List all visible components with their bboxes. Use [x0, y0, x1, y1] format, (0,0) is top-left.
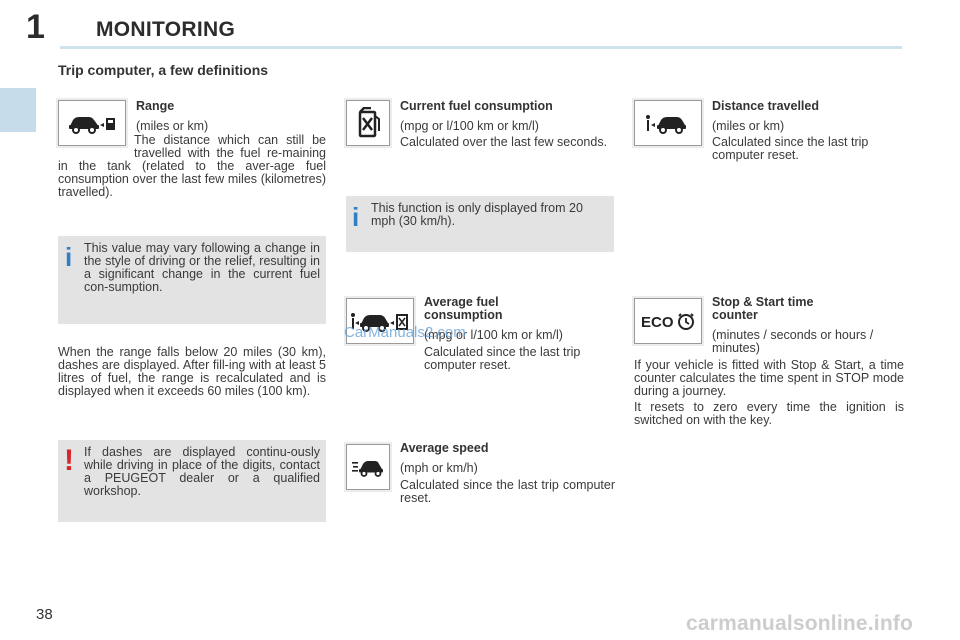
range-unit: (miles or km): [136, 119, 209, 133]
distance-unit: (miles or km): [712, 119, 785, 133]
current-fuel-description: Calculated over the last few seconds.: [400, 135, 608, 149]
footer-watermark: carmanualsonline.info: [686, 612, 914, 635]
eco-timer-icon: [634, 298, 702, 344]
info-icon: i: [352, 202, 360, 232]
header-rule: [60, 46, 902, 49]
average-speed-description: Calculated since the last trip computer reset.: [400, 478, 615, 505]
average-fuel-title: Average fuel consumption: [424, 295, 503, 322]
average-fuel-description: Calculated since the last trip computer reset.: [424, 345, 581, 372]
stop-start-description-1: If your vehicle is fitted with Stop & Start, a time counter calculates the time spent in STOP mode during a journey.: [634, 358, 904, 398]
range-dashes-paragraph: When the range falls below 20 miles (30 km), dashes are displayed. After fill-ing with at least 5 litres of fuel, the range is recalculated and is displayed when it exceeds 60 miles (100 km).: [58, 345, 326, 398]
range-info-text: This value may vary following a change in the style of driving or the relief, resulting in a significant change in the current fuel con-sumption.: [84, 241, 320, 294]
average-speed-title: Average speed: [400, 441, 489, 455]
distance-title: Distance travelled: [712, 99, 819, 113]
warning-icon: !: [64, 444, 74, 477]
range-description: The distance which can still be travelled with the fuel re-maining in the tank (related to the aver-age fuel consumption over the last few miles (kilometres) travelled).: [58, 133, 326, 199]
stop-start-description-2: It resets to zero every time the ignition is switched on with the key.: [634, 400, 904, 427]
carmanuals-watermark: CarManuals2.com: [344, 324, 466, 341]
speed-car-icon: [346, 444, 390, 490]
section-title: Trip computer, a few definitions: [58, 62, 269, 78]
eco-icon-text: ECO: [641, 314, 674, 331]
current-fuel-info-text: This function is only displayed from 20 mph (30 km/h).: [371, 201, 583, 228]
average-fuel-unit: (mpg or l/100 km or km/l): [424, 328, 563, 342]
average-speed-unit: (mph or km/h): [400, 461, 478, 475]
range-title: Range: [136, 99, 175, 113]
chapter-number: 1: [26, 8, 45, 46]
info-icon: i: [65, 242, 73, 272]
chapter-side-tab: [0, 88, 36, 132]
current-fuel-unit: (mpg or l/100 km or km/l): [400, 119, 539, 133]
fuel-pump-icon: [346, 100, 390, 146]
stop-start-title: Stop & Start time counter: [712, 295, 814, 322]
page-number: 38: [36, 606, 53, 623]
distance-car-icon: [634, 100, 702, 146]
distance-description: Calculated since the last trip computer reset.: [712, 135, 869, 162]
current-fuel-title: Current fuel consumption: [400, 99, 553, 113]
chapter-title: MONITORING: [96, 18, 236, 41]
range-warning-text: If dashes are displayed continu-ously while driving in place of the digits, contact a PEUGEOT dealer or a qualified workshop.: [84, 445, 320, 498]
stop-start-unit: (minutes / seconds or hours / minutes): [712, 328, 874, 355]
